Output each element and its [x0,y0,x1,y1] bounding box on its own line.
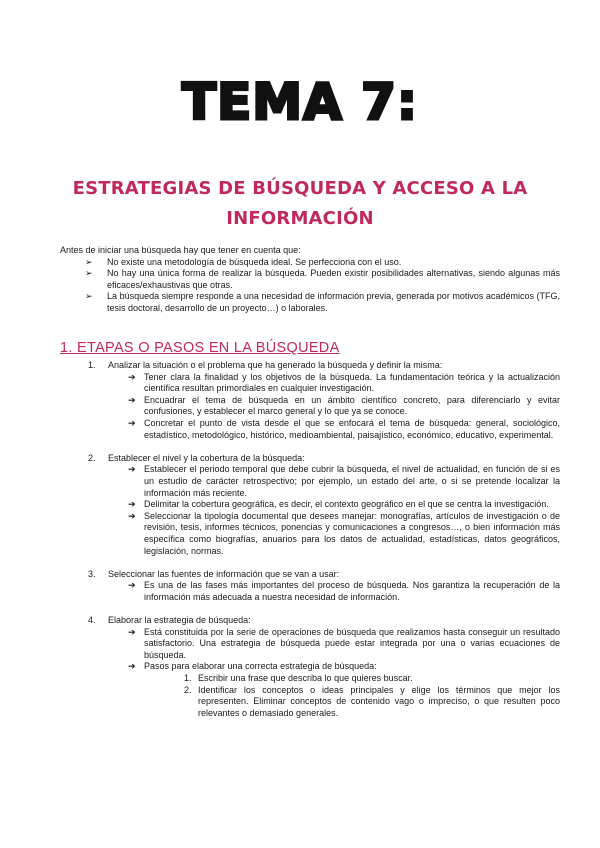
numbered-substep: 1. Escribir una frase que describa lo que quieres buscar. [184,673,413,684]
section-heading: 1. ETAPAS O PASOS EN LA BÚSQUEDA [60,340,340,356]
step-items [108,627,560,720]
arrow-bullet-icon: ➔ [128,626,136,637]
numbered-substeps [144,673,560,719]
step-number: 4. [88,615,96,626]
step-items [108,464,560,557]
substep-number: 1. [184,673,192,684]
arrow-bullet-icon: ➔ [128,661,136,672]
step-number: 2. [88,452,96,463]
intro-item: ➢ No existe una metodología de búsqueda ideal. Se perfecciona con el uso. [85,256,402,267]
spacer [60,603,560,615]
arrow-bullet-icon: ➔ [128,464,136,475]
step-title: Analizar la situación o el problema que ha generado la búsqueda y definir la misma: [108,360,443,370]
substep-number: 2. [184,684,192,695]
arrow-bullet-icon: ➔ [128,499,136,510]
step-item: ➔ Tener clara la finalidad y los objetivos de la búsqueda. La fundamentación teórica y la actualización científica resultan primordiales en cualquier investigación. [128,371,560,394]
step-title: Elaborar la estrategia de búsqueda: [108,615,251,626]
page-subtitle [60,174,540,234]
arrow-bullet-icon: ➔ [128,580,136,591]
intro-list [60,257,560,315]
step-1 [60,360,560,441]
step-items [108,372,560,442]
arrowhead-bullet-icon: ➢ [85,268,93,279]
step-item: ➔ Concretar el punto de vista desde el que se enfocará el tema de búsqueda: general, sociológico, estadístico, metodológico, histórico, medioambiental, paisajístico, económico, educativo, experimental. [128,417,560,440]
arrow-bullet-icon: ➔ [128,510,136,521]
arrow-bullet-icon: ➔ [128,417,136,428]
step-number: 3. [88,568,96,579]
steps-list [60,360,560,719]
step-3 [60,569,560,604]
spacer [60,557,560,569]
subtitle-line-1: ESTRATEGIAS DE BÚSQUEDA Y ACCESO A LA [72,178,528,199]
step-number: 1. [88,360,96,370]
subtitle-line-2: INFORMACIÓN [226,208,374,229]
step-item: ➔ Está constituida por la serie de operaciones de búsqueda que realizamos hasta conseguir un resultado satisfactorio. Una estrategia de búsqueda puede estar integrada por una o varias ecuaciones de búsqueda. [128,626,560,660]
step-title: Seleccionar las fuentes de información que se van a usar: [108,568,340,579]
intro-lead: Antes de iniciar una búsqueda hay que tener en cuenta que: [60,245,301,255]
step-item: ➔ Pasos para elaborar una correcta estrategia de búsqueda: 1. Escribir una frase que describa lo que quieres buscar. 2. Identificar los conceptos o ideas principales y elige los términos que mejor los representen. Eliminar conceptos de contenido vago o impreciso, o que resulten poco relevantes o demasiado generales. [128,661,560,718]
intro-section [60,245,560,315]
spacer [60,441,560,453]
step-title: Establecer el nivel y la cobertura de la búsqueda: [108,452,305,463]
arrow-bullet-icon: ➔ [128,371,136,382]
step-item: ➔ Es una de las fases más importantes del proceso de búsqueda. Nos garantiza la recuperación de la información más adecuada a nuestra necesidad de información. [128,580,560,602]
arrowhead-bullet-icon: ➢ [85,291,93,302]
step-item: ➔ Encuadrar el tema de búsqueda en un ámbito científico concreto, para diferenciarlo y evitar confusiones, y establecer el marco general y lo que ya se conoce. [128,394,560,417]
step-item: ➔ Establecer el periodo temporal que debe cubrir la búsqueda, el nivel de actualidad, en función de si es un estudio de carácter retrospectivo; por ejemplo, un estado del arte, o si se pretende localizar la información más reciente. [128,464,560,498]
step-item: ➔ Seleccionar la tipología documental que desees manejar: monografías, artículos de investigación o de revisión, tesis, informes técnicos, ponencias y comunicaciones a congresos…, o bien información más específica como biografías, anuarios para los datos de actualidad, estadísticas, datos geográficos, legislación, normas. [128,510,560,556]
step-item: ➔ Delimitar la cobertura geográfica, es decir, el contexto geográfico en el que se centra la investigación. [128,499,549,510]
intro-item: ➢ No hay una única forma de realizar la búsqueda. Pueden existir posibilidades alternativas, siendo algunas más eficaces/exhaustivas que otras. [85,268,560,290]
step-items [108,580,560,603]
step-4 [60,615,560,719]
page-title: TEMA 7: [182,73,418,131]
numbered-substep: 2. Identificar los conceptos o ideas principales y elige los términos que mejor los representen. Eliminar conceptos de contenido vago o impreciso, o que resulten poco relevantes o demasiado generales. [184,684,560,718]
step-2 [60,453,560,557]
arrowhead-bullet-icon: ➢ [85,256,93,267]
intro-item: ➢ La búsqueda siempre responde a una necesidad de información previa, generada por motivos académicos (TFG, tesis doctoral, desarrollo de un proyecto…) o laborales. [85,291,560,313]
arrow-bullet-icon: ➔ [128,394,136,405]
